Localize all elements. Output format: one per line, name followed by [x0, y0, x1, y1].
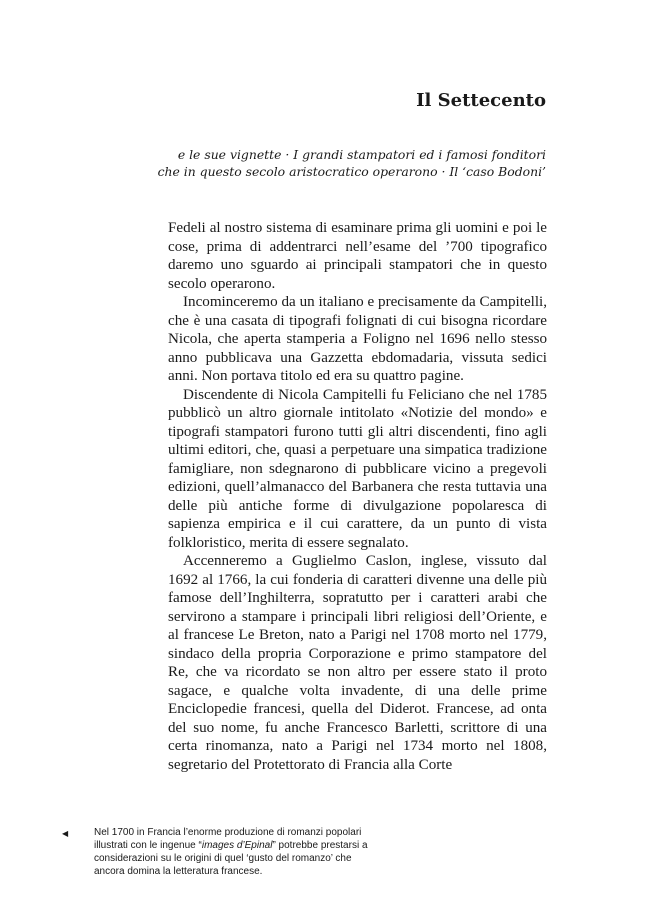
footnote-italic-term: images d’Epinal [201, 840, 273, 851]
paragraph: Accenneremo a Guglielmo Caslon, inglese, vissuto dal 1692 al 1766, la cui fonderia di caratteri divenne una delle più famose dell’Inghilterra, sopratutto per i caratteri arabi che servirono a stampare i principali libri religiosi dell’Oriente, e al francese Le Breton, nato a Parigi nel 1708 morto nel 1779, sindaco della propria Corporazione e primo stampatore del Re, che va ricordato se non altro per essere stato il proto sagace, e qualche volta invadente, di una delle prime Enciclopedie francesi, quella del Diderot. Francese, ad onta del suo nome, fu anche Francesco Barletti, scrittore di una certa rinomanza, nato a Parigi nel 1734 morto nel 1808, segretario del Protettorato di Francia alla Corte [168, 553, 547, 773]
footnote [62, 826, 372, 878]
paragraph: Incominceremo da un italiano e precisamente da Campitelli, che è una casata di tipografi folignati di cui bisogna ricordare Nicola, che aperta stamperia a Foligno nel 1696 nello stesso anno pubblicava una Gazzetta ebdomadaria, vissuta sedici anni. Non portava titolo ed era su quattro pagine. [168, 294, 547, 384]
footnote-text [82, 826, 372, 878]
chapter-title: Il Settecento [416, 90, 546, 111]
subtitle-line: che in questo secolo aristocratico operarono · Il ‘caso Bodoni’ [157, 164, 546, 179]
body-text [168, 219, 547, 774]
paragraph: Discendente di Nicola Campitelli fu Feliciano che nel 1785 pubblicò un altro giornale intitolato «Notizie del mondo» e tipografi stampatori furono tutti gli altri discendenti, fino agli ultimi editori, che, quasi a perpetuare una simpatica tradizione famigliare, non sdegnarono di pubblicare vicino a pregevoli edizioni, quell’almanacco del Barbanera che resta tuttavia una delle più antiche forme di divulgazione popolaresca di sapienza empirica e il cui carattere, da un punto di vista folkloristico, merita di essere segnalato. [168, 386, 547, 551]
subtitle-line: e le sue vignette · I grandi stampatori ed i famosi fonditori [177, 147, 546, 162]
footnote-marker-icon: ◀ [62, 829, 69, 838]
paragraph: Fedeli al nostro sistema di esaminare prima gli uomini e poi le cose, prima di addentrarci nell’esame del ’700 tipografico daremo uno sguardo ai principali stampatori che in questo secolo operarono. [168, 220, 547, 292]
footnote-text-part: Nel 1700 in Francia l’enorme produzione di romanzi popolari illustrati con le ingenue “ [94, 827, 362, 851]
chapter-subtitle [126, 146, 546, 180]
footnote-text-part: ” potrebbe prestarsi a considerazioni su le origini di quel ‘gusto del romanzo’ che ancora domina la letteratura francese. [94, 840, 368, 877]
